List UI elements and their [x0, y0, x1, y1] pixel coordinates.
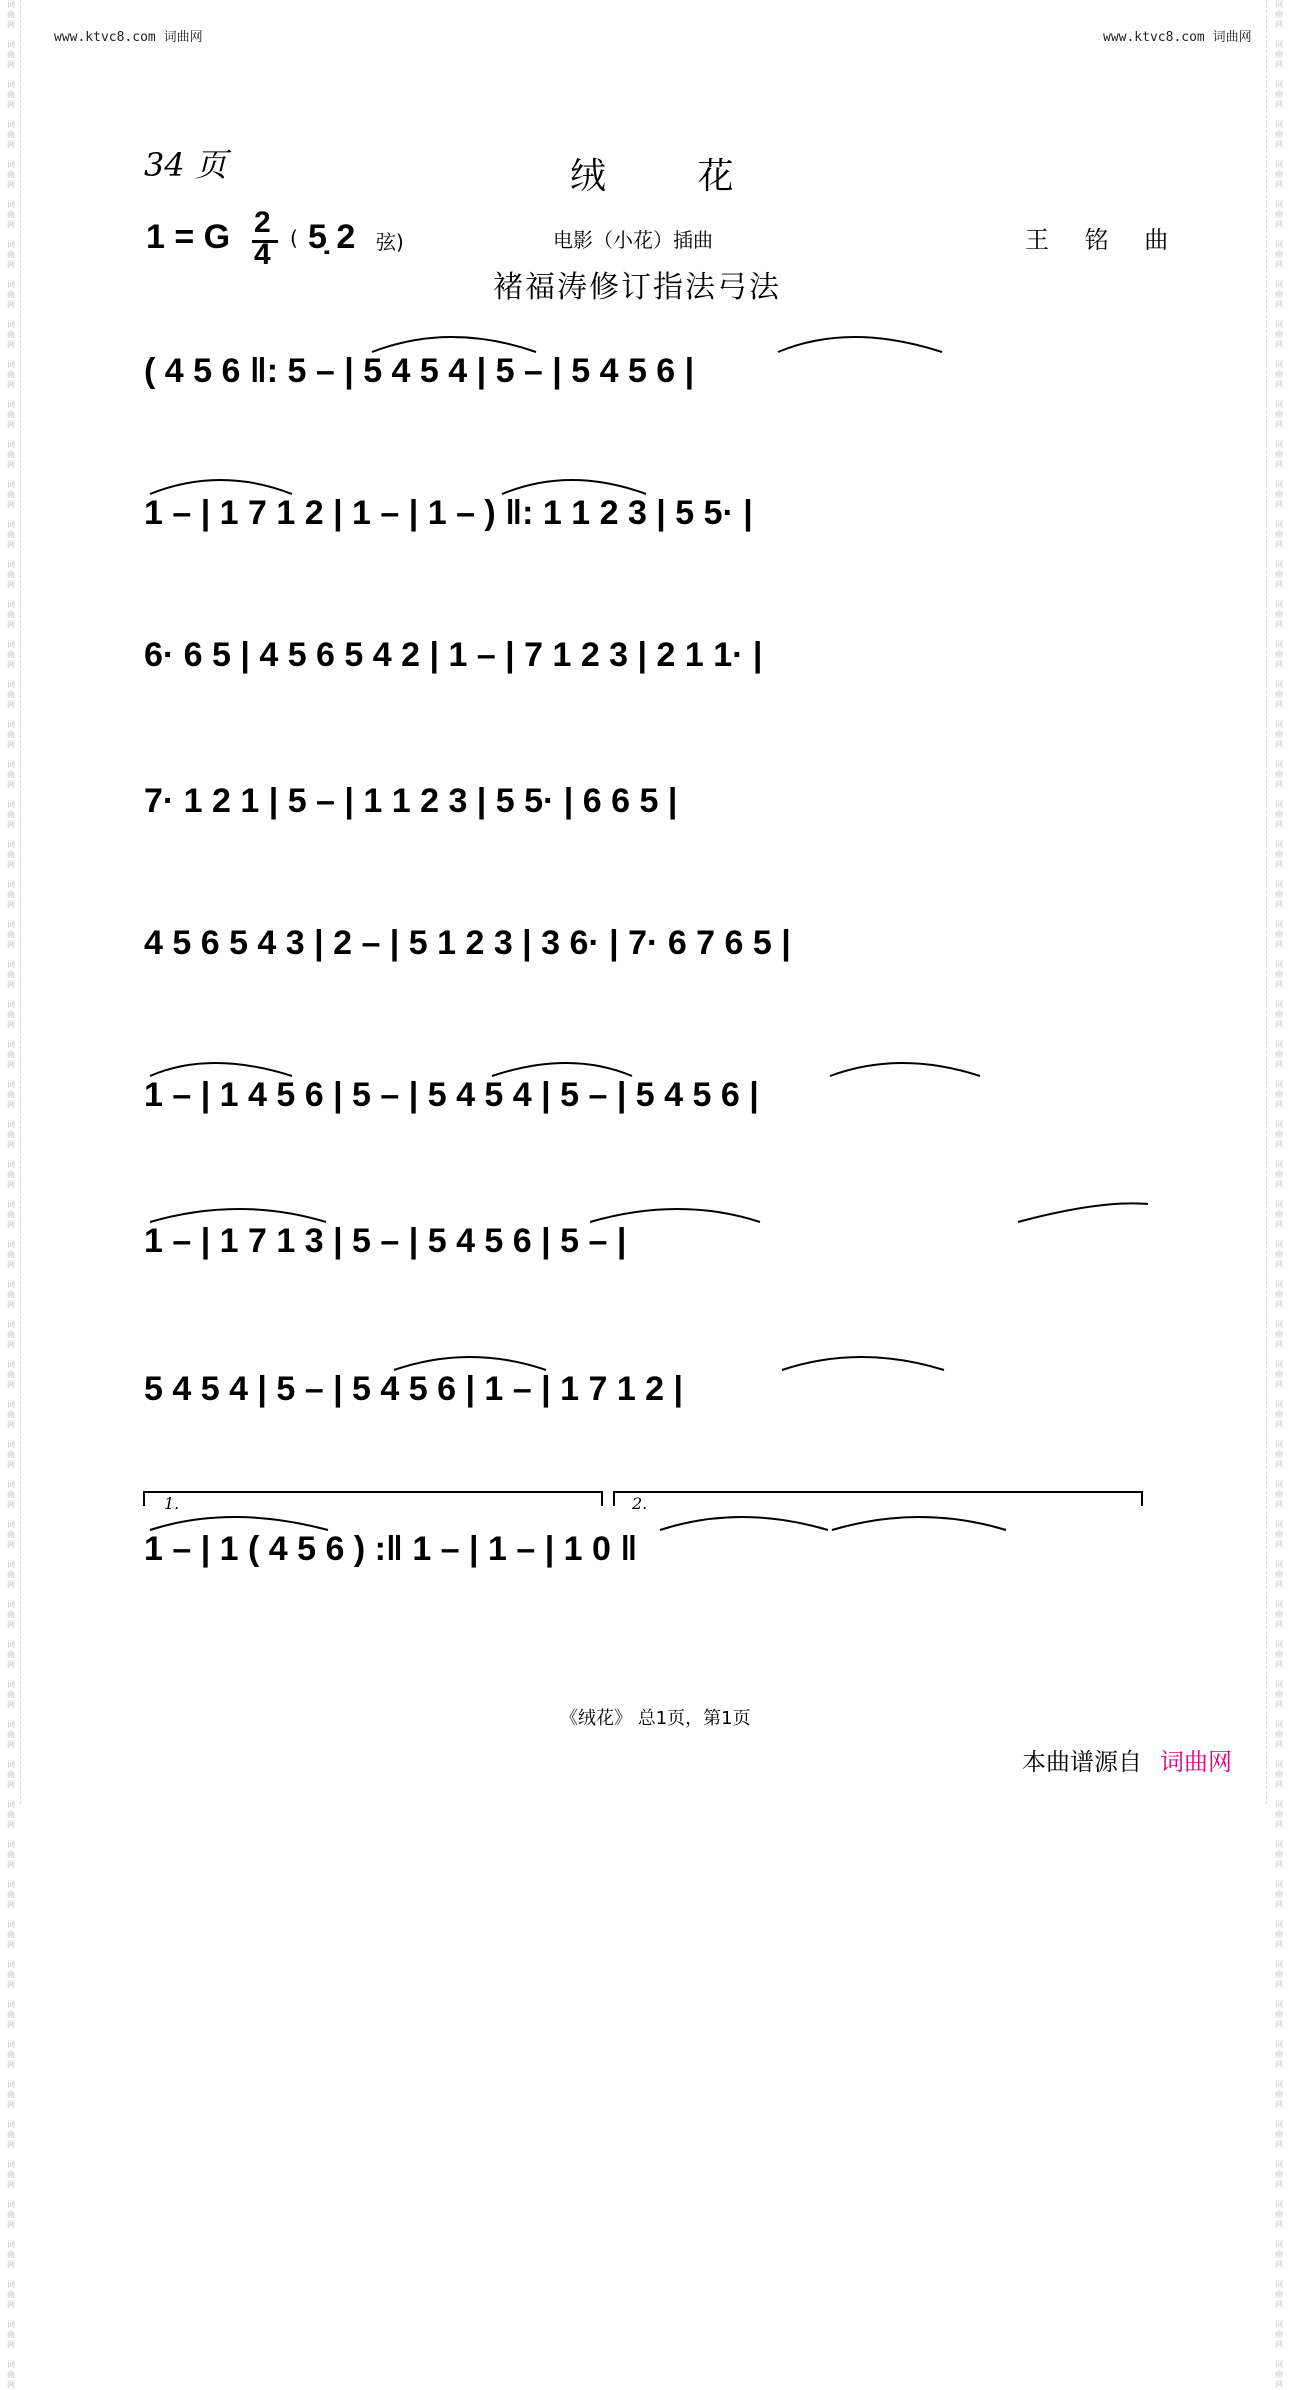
revision-note: 褚福涛修订指法弓法 [493, 270, 781, 305]
score-line-9: 1 – | 1 ( 4 5 6 ) :‖ 1 – | 1 – | 1 0 ‖ [144, 1530, 638, 1568]
time-signature-bottom: 4 [254, 238, 271, 271]
site-watermark-left[interactable]: www.ktvc8.com 词曲网 [54, 30, 203, 45]
source-label: 本曲谱源自 [1022, 1748, 1142, 1776]
volta-first-label: 1. [164, 1494, 180, 1513]
score-line-6: 1 – | 1 4 5 6 | 5 – | 5 4 5 4 | 5 – | 5 4 5 6 | [144, 1076, 759, 1114]
score-line-1: ( 4 5 6 ‖: 5 – | 5 4 5 4 | 5 – | 5 4 5 6 | [144, 352, 695, 390]
score-line-8: 5 4 5 4 | 5 – | 5 4 5 6 | 1 – | 1 7 1 2 | [144, 1370, 684, 1408]
tuning-open-paren: ( [290, 226, 298, 250]
key-signature: 1 = G [146, 218, 231, 256]
source-link[interactable]: 词曲网 [1160, 1748, 1232, 1776]
volta-second-label: 2. [632, 1494, 648, 1513]
score-line-3: 6· 6 5 | 4 5 6 5 4 2 | 1 – | 7 1 2 3 | 2 1 1· | [144, 636, 763, 674]
page-label: 34 页 [144, 146, 227, 184]
side-text: 词 曲 网 词 曲 网 词 曲 网 词 曲 网 词 曲 网 词 曲 网 词 曲 网 词 曲 网 词 曲 网 词 曲 网 词 曲 网 词 曲 网 词 曲 网 词 曲 网 词 曲 网 词 曲 网 词 曲 网 词 曲 网 词 曲 网 词 曲 网 词 曲 网 词 曲 网 词 曲 网 词 曲 网 词 曲 网 词 曲 网 词 曲 网 词 曲 网 词 曲 网 词 曲 网 词 曲 网 词 曲 网 词 曲 网 词 曲 网 词 曲 网 词 曲 网 词 曲 网 词 曲 网 词 曲 网 词 曲 网 词 曲 网 词 曲 网 词 曲 网 词 曲 网 词 曲 网 词 曲 网 词 曲 网 词 曲 网 词 曲 网 词 曲 网 词 曲 网 词 曲 网 词 曲 网 词 曲 网 词 曲 网 词 曲 网 词 曲 网 词 曲 网 词 曲 网 词 曲 网 [1275, 0, 1283, 2389]
score-line-4: 7· 1 2 1 | 5 – | 1 1 2 3 | 5 5· | 6 6 5 | [144, 782, 678, 820]
tuning-notes: 5̣ 2 [308, 218, 356, 256]
tuning-unit: 弦) [376, 230, 404, 254]
page-info: 《绒花》 总1页，第1页 [560, 1708, 751, 1729]
score-line-5: 4 5 6 5 4 3 | 2 – | 5 1 2 3 | 3 6· | 7· 6 7 6 5 | [144, 924, 791, 962]
score-line-2: 1 – | 1 7 1 2 | 1 – | 1 – ) ‖: 1 1 2 3 | 5 5· | [144, 494, 753, 532]
composer: 王 铭 曲 [1025, 226, 1183, 254]
time-signature-top: 2 [254, 206, 271, 239]
page-title: 绒 花 [570, 156, 774, 197]
subtitle: 电影（小花）插曲 [553, 228, 713, 252]
score-line-7: 1 – | 1 7 1 3 | 5 – | 5 4 5 6 | 5 – | [144, 1222, 627, 1260]
site-watermark-right[interactable]: www.ktvc8.com 词曲网 [1103, 30, 1252, 45]
side-text: 词 曲 网 词 曲 网 词 曲 网 词 曲 网 词 曲 网 词 曲 网 词 曲 网 词 曲 网 词 曲 网 词 曲 网 词 曲 网 词 曲 网 词 曲 网 词 曲 网 词 曲 网 词 曲 网 词 曲 网 词 曲 网 词 曲 网 词 曲 网 词 曲 网 词 曲 网 词 曲 网 词 曲 网 词 曲 网 词 曲 网 词 曲 网 词 曲 网 词 曲 网 词 曲 网 词 曲 网 词 曲 网 词 曲 网 词 曲 网 词 曲 网 词 曲 网 词 曲 网 词 曲 网 词 曲 网 词 曲 网 词 曲 网 词 曲 网 词 曲 网 词 曲 网 词 曲 网 词 曲 网 词 曲 网 词 曲 网 词 曲 网 词 曲 网 词 曲 网 词 曲 网 词 曲 网 词 曲 网 词 曲 网 词 曲 网 词 曲 网 词 曲 网 词 曲 网 词 曲 网 [7, 0, 15, 2389]
